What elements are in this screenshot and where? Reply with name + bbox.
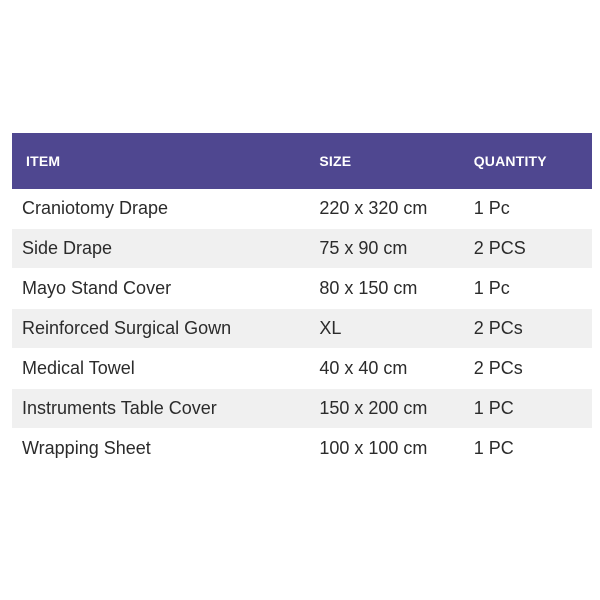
table-header-row [12,133,592,189]
cell-quantity: 2 PCs [474,349,592,389]
table-row [12,349,592,389]
cell-quantity: 1 PC [474,429,592,469]
header-quantity: QUANTITY [474,133,592,189]
cell-quantity: 1 Pc [474,269,592,309]
table-row [12,269,592,309]
cell-item: Instruments Table Cover [12,389,319,429]
cell-size: 40 x 40 cm [319,349,473,389]
cell-size: 100 x 100 cm [319,429,473,469]
cell-size: XL [319,309,473,349]
cell-quantity: 2 PCS [474,229,592,269]
cell-quantity: 2 PCs [474,309,592,349]
table-row [12,429,592,469]
header-item: ITEM [12,133,319,189]
cell-size: 75 x 90 cm [319,229,473,269]
cell-item: Wrapping Sheet [12,429,319,469]
cell-quantity: 1 Pc [474,189,592,229]
cell-item: Side Drape [12,229,319,269]
cell-item: Reinforced Surgical Gown [12,309,319,349]
header-size: SIZE [319,133,473,189]
table-row [12,389,592,429]
table-row [12,229,592,269]
table-row [12,309,592,349]
cell-size: 80 x 150 cm [319,269,473,309]
cell-size: 150 x 200 cm [319,389,473,429]
cell-quantity: 1 PC [474,389,592,429]
table-row [12,189,592,229]
cell-item: Medical Towel [12,349,319,389]
cell-size: 220 x 320 cm [319,189,473,229]
cell-item: Craniotomy Drape [12,189,319,229]
cell-item: Mayo Stand Cover [12,269,319,309]
product-spec-table [12,133,592,469]
